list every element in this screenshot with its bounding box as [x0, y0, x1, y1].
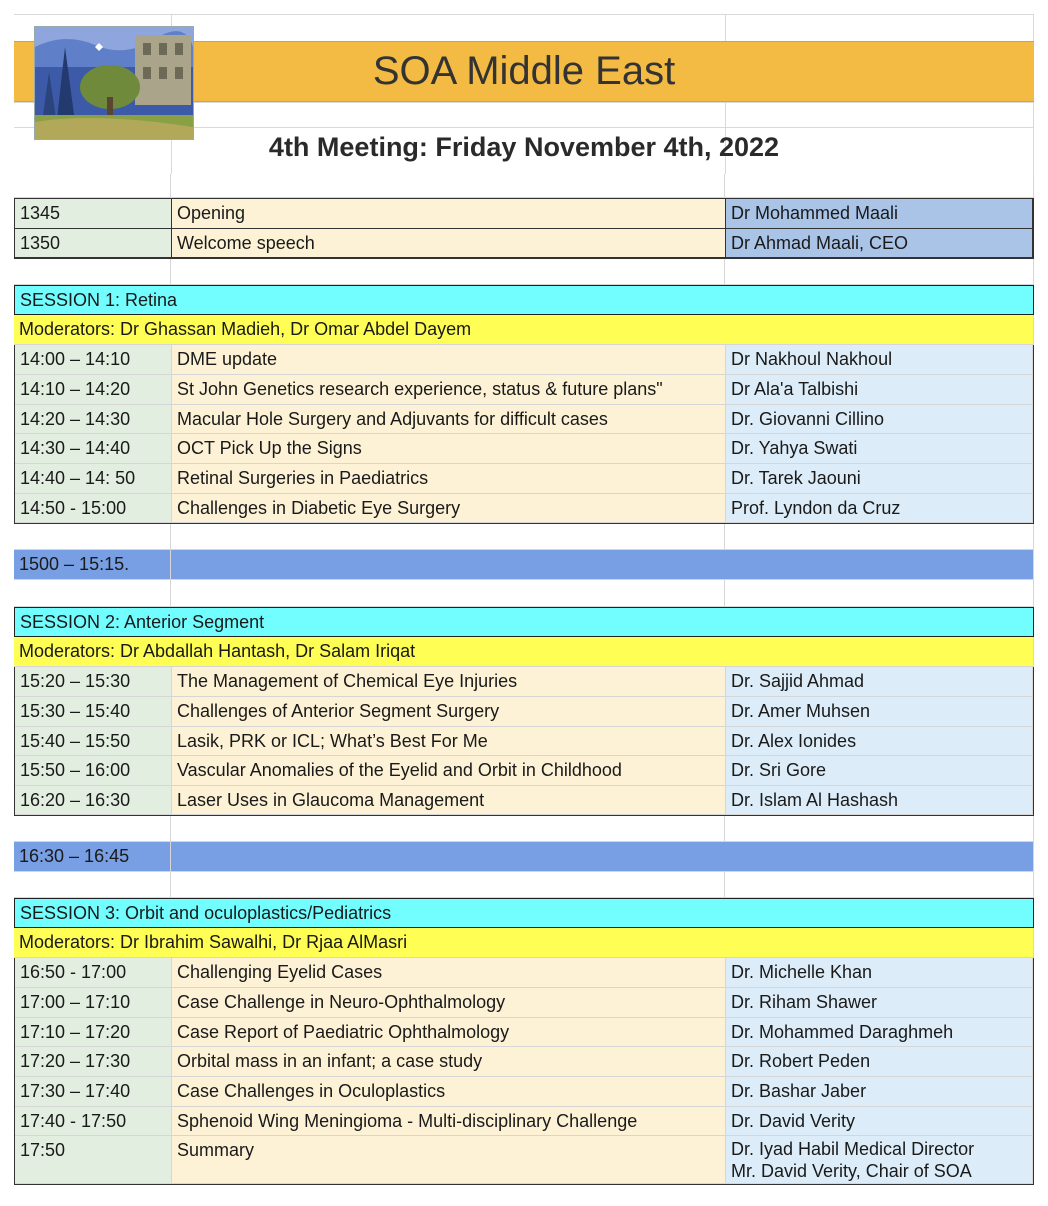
table-row [15, 375, 1035, 405]
table-row [15, 494, 1035, 523]
table-row [15, 727, 1035, 756]
title-cell: Macular Hole Surgery and Adjuvants for difficult cases [172, 405, 726, 434]
session-header [14, 898, 1034, 928]
spacer-row [14, 580, 1034, 607]
title-cell: Challenges in Diabetic Eye Surgery [172, 494, 726, 523]
speaker-cell: Dr. Riham Shawer [726, 988, 1033, 1018]
title-cell: Laser Uses in Glaucoma Management [172, 786, 726, 815]
header-area [14, 14, 1034, 174]
session-1-moderators: Moderators: Dr Ghassan Madieh, Dr Omar Abdel Dayem [14, 315, 1034, 345]
time-cell: 1350 [15, 229, 172, 258]
speaker-cell: Dr Ahmad Maali, CEO [726, 229, 1033, 258]
session-2-talks [14, 667, 1034, 816]
time-cell: 16:20 – 16:30 [15, 786, 172, 815]
meeting-subtitle: 4th Meeting: Friday November 4th, 2022 [268, 132, 780, 162]
spacer-row [14, 816, 1034, 842]
title-cell: DME update [172, 345, 726, 375]
summary-speaker-line-2: Mr. David Verity, Chair of SOA [731, 1161, 972, 1181]
session-1-label: SESSION 1: Retina [14, 285, 1034, 315]
speaker-cell: Dr Ala'a Talbishi [726, 375, 1033, 405]
table-row [15, 1047, 1035, 1077]
time-cell: 14:50 - 15:00 [15, 494, 172, 523]
table-row [15, 405, 1035, 434]
title-cell: Challenges of Anterior Segment Surgery [172, 697, 726, 727]
title-cell: Lasik, PRK or ICL; What’s Best For Me [172, 727, 726, 756]
table-row [15, 697, 1035, 727]
speaker-cell: Dr Nakhoul Nakhoul [726, 345, 1033, 375]
table-row [15, 1107, 1035, 1136]
speaker-cell [726, 1136, 1033, 1184]
session-2-moderators: Moderators: Dr Abdallah Hantash, Dr Salam Iriqat [14, 637, 1034, 667]
spacer-row [14, 174, 1034, 198]
page-title: SOA Middle East [372, 49, 676, 93]
speaker-cell: Dr. Yahya Swati [726, 434, 1033, 464]
title-cell: Challenging Eyelid Cases [172, 958, 726, 988]
time-cell: 17:10 – 17:20 [15, 1018, 172, 1047]
session-3-talks [14, 958, 1034, 1185]
moderators-row [14, 928, 1034, 958]
title-cell: OCT Pick Up the Signs [172, 434, 726, 464]
title-cell: Summary [172, 1136, 726, 1184]
speaker-cell: Dr. Islam Al Hashash [726, 786, 1033, 815]
break-row [14, 842, 1034, 872]
speaker-cell: Dr. Alex Ionides [726, 727, 1033, 756]
session-header [14, 607, 1034, 637]
table-row [15, 958, 1035, 988]
title-cell: Opening [172, 199, 726, 229]
break-row [14, 550, 1034, 580]
speaker-cell: Dr. Mohammed Daraghmeh [726, 1018, 1033, 1047]
time-cell: 15:40 – 15:50 [15, 727, 172, 756]
table-row [15, 1018, 1035, 1047]
time-cell: 15:30 – 15:40 [15, 697, 172, 727]
table-row [15, 786, 1035, 815]
agenda-sheet [14, 14, 1034, 1185]
speaker-cell: Dr. Tarek Jaouni [726, 464, 1033, 494]
speaker-cell: Dr Mohammed Maali [726, 199, 1033, 229]
title-cell: Welcome speech [172, 229, 726, 258]
table-row [15, 667, 1035, 697]
session-header [14, 285, 1034, 315]
time-cell: 14:30 – 14:40 [15, 434, 172, 464]
title-cell: Case Report of Paediatric Ophthalmology [172, 1018, 726, 1047]
time-cell: 14:00 – 14:10 [15, 345, 172, 375]
time-cell: 15:50 – 16:00 [15, 756, 172, 786]
speaker-cell: Dr. David Verity [726, 1107, 1033, 1136]
break-2-time: 16:30 – 16:45 [14, 842, 171, 872]
break-1-bar [171, 550, 1034, 580]
summary-row [15, 1136, 1035, 1184]
table-row [15, 988, 1035, 1018]
table-row [15, 464, 1035, 494]
table-row [15, 756, 1035, 786]
spacer-row [14, 872, 1034, 898]
break-2-bar [171, 842, 1034, 872]
title-cell: Case Challenges in Oculoplastics [172, 1077, 726, 1107]
time-cell: 17:30 – 17:40 [15, 1077, 172, 1107]
session-3-moderators: Moderators: Dr Ibrahim Sawalhi, Dr Rjaa AlMasri [14, 928, 1034, 958]
break-1-time: 1500 – 15:15. [14, 550, 171, 580]
moderators-row [14, 315, 1034, 345]
speaker-cell: Dr. Michelle Khan [726, 958, 1033, 988]
title-cell: The Management of Chemical Eye Injuries [172, 667, 726, 697]
table-row [15, 1077, 1035, 1107]
time-cell: 17:20 – 17:30 [15, 1047, 172, 1077]
summary-speaker-line-1: Dr. Iyad Habil Medical Director [731, 1139, 975, 1159]
session-3-label: SESSION 3: Orbit and oculoplastics/Pediatrics [14, 898, 1034, 928]
speaker-cell: Dr. Robert Peden [726, 1047, 1033, 1077]
moderators-row [14, 637, 1034, 667]
session-1-talks [14, 345, 1034, 524]
speaker-cell: Prof. Lyndon da Cruz [726, 494, 1033, 523]
time-cell: 14:20 – 14:30 [15, 405, 172, 434]
time-cell: 1345 [15, 199, 172, 229]
speaker-cell: Dr. Giovanni Cillino [726, 405, 1033, 434]
time-cell: 14:40 – 14: 50 [15, 464, 172, 494]
spacer-row [14, 259, 1034, 285]
title-cell: Orbital mass in an infant; a case study [172, 1047, 726, 1077]
speaker-cell: Dr. Amer Muhsen [726, 697, 1033, 727]
table-row [15, 345, 1035, 375]
time-cell: 17:00 – 17:10 [15, 988, 172, 1018]
session-2-label: SESSION 2: Anterior Segment [14, 607, 1034, 637]
title-cell: Retinal Surgeries in Paediatrics [172, 464, 726, 494]
spacer-row [14, 524, 1034, 550]
table-row [15, 434, 1035, 464]
speaker-cell: Dr. Sajjid Ahmad [726, 667, 1033, 697]
title-cell: St John Genetics research experience, status & future plans" [172, 375, 726, 405]
speaker-cell: Dr. Bashar Jaber [726, 1077, 1033, 1107]
painting-landscape-icon [34, 26, 194, 140]
time-cell: 17:40 - 17:50 [15, 1107, 172, 1136]
opening-block [14, 198, 1034, 259]
title-cell: Sphenoid Wing Meningioma - Multi-disciplinary Challenge [172, 1107, 726, 1136]
table-row [15, 199, 1035, 229]
time-cell: 14:10 – 14:20 [15, 375, 172, 405]
title-cell: Vascular Anomalies of the Eyelid and Orbit in Childhood [172, 756, 726, 786]
title-cell: Case Challenge in Neuro-Ophthalmology [172, 988, 726, 1018]
time-cell: 17:50 [15, 1136, 172, 1184]
table-row [15, 229, 1035, 258]
time-cell: 15:20 – 15:30 [15, 667, 172, 697]
time-cell: 16:50 - 17:00 [15, 958, 172, 988]
speaker-cell: Dr. Sri Gore [726, 756, 1033, 786]
